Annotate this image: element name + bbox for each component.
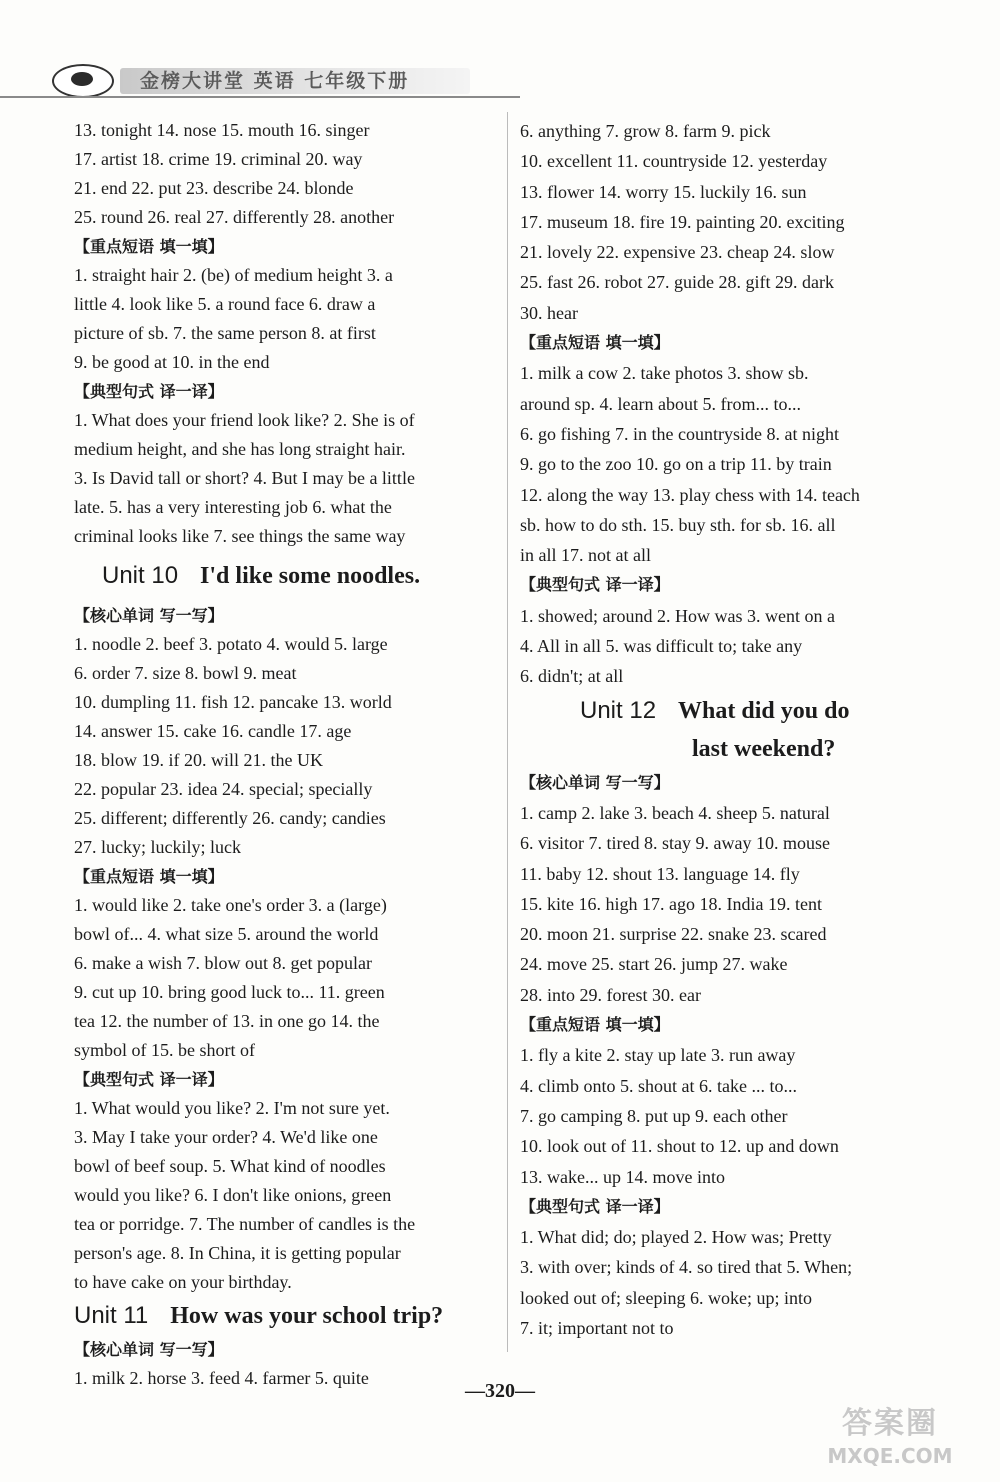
answer-line: 15. kite 16. high 17. ago 18. India 19. tent — [520, 893, 822, 914]
section-heading: 【重点短语 填一填】 — [74, 237, 224, 256]
answer-line: 10. excellent 11. countryside 12. yesterday — [520, 151, 828, 172]
answer-line: 9. be good at 10. in the end — [74, 352, 270, 372]
answer-line: 4. climb onto 5. shout at 6. take ... to... — [520, 1075, 797, 1096]
answer-line: 22. popular 23. idea 24. special; specially — [74, 779, 373, 799]
answer-line: 1. camp 2. lake 3. beach 4. sheep 5. natural — [520, 802, 830, 823]
answer-line: to have cake on your birthday. — [74, 1272, 292, 1292]
answer-line: 11. baby 12. shout 13. language 14. fly — [520, 863, 800, 884]
answer-line: 1. noodle 2. beef 3. potato 4. would 5. large — [74, 634, 388, 654]
watermark-url: MXQE.COM — [827, 1444, 953, 1468]
unit9-phrases — [74, 261, 494, 377]
answer-line: looked out of; sleeping 6. woke; up; into — [520, 1287, 812, 1308]
answer-line: 30. hear — [520, 302, 578, 323]
answer-line: would you like? 6. I don't like onions, green — [74, 1185, 392, 1205]
unit-12-title — [520, 692, 940, 730]
unit11-phrases — [520, 358, 940, 570]
answer-line: person's age. 8. In China, it is getting popular — [74, 1243, 401, 1263]
answer-line: 7. go camping 8. put up 9. each other — [520, 1105, 788, 1126]
unit10-sentences — [74, 1094, 494, 1297]
answer-line: 21. lovely 22. expensive 23. cheap 24. slow — [520, 242, 835, 263]
answer-line: 25. fast 26. robot 27. guide 28. gift 29. dark — [520, 272, 834, 293]
answer-line: 10. look out of 11. shout to 12. up and down — [520, 1136, 839, 1157]
answer-line: 6. visitor 7. tired 8. stay 9. away 10. mouse — [520, 833, 830, 854]
answer-line: 6. didn't; at all — [520, 666, 624, 687]
answer-line: 6. go fishing 7. in the countryside 8. at night — [520, 423, 839, 444]
answer-line: 25. different; differently 26. candy; candies — [74, 808, 386, 828]
answer-line: 13. tonight 14. nose 15. mouth 16. singer — [74, 120, 370, 140]
unit-number: Unit 10 — [102, 562, 179, 589]
answer-line: around sp. 4. learn about 5. from... to... — [520, 393, 801, 414]
unit9-sentences — [74, 406, 494, 551]
answer-line: 7. it; important not to — [520, 1317, 674, 1338]
answer-line: 27. lucky; luckily; luck — [74, 837, 241, 857]
unit9-words — [74, 116, 494, 232]
section-heading: 【核心单词 写一写】 — [520, 772, 670, 792]
answer-line: 25. round 26. real 27. differently 28. another — [74, 207, 395, 227]
answer-line: 24. move 25. start 26. jump 27. wake — [520, 954, 788, 975]
column-divider — [507, 112, 508, 1352]
answer-line: 13. wake... up 14. move into — [520, 1166, 725, 1187]
section-heading: 【重点短语 填一填】 — [74, 867, 224, 886]
section-heading: 【核心单词 写一写】 — [74, 606, 224, 625]
answer-line: 1. What does your friend look like? 2. She is of — [74, 410, 415, 430]
section-heading: 【典型句式 译一译】 — [74, 1070, 224, 1089]
answer-line: 1. What did; do; played 2. How was; Pretty — [520, 1227, 832, 1248]
answer-line: 1. milk 2. horse 3. feed 4. farmer 5. quite — [74, 1368, 369, 1388]
section-heading: 【典型句式 译一译】 — [520, 1196, 670, 1216]
header-rule — [0, 96, 520, 98]
answer-line: 14. answer 15. cake 16. candle 17. age — [74, 721, 352, 741]
answer-line: 13. flower 14. worry 15. luckily 16. sun — [520, 181, 807, 202]
unit-number: Unit 12 — [580, 696, 657, 724]
watermark-text: 答案圈 — [842, 1406, 938, 1441]
answer-line: 1. showed; around 2. How was 3. went on a — [520, 605, 835, 626]
answer-line: little 4. look like 5. a round face 6. draw a — [74, 294, 376, 314]
answer-line: 12. along the way 13. play chess with 14. teach — [520, 484, 860, 505]
answer-line: 17. museum 18. fire 19. painting 20. exciting — [520, 211, 845, 232]
answer-line: bowl of beef soup. 5. What kind of noodles — [74, 1156, 386, 1176]
header-title: 金榜大讲堂 英语 七年级下册 — [140, 70, 410, 92]
answer-line: 1. straight hair 2. (be) of medium height 3. a — [74, 265, 393, 285]
unit10-words — [74, 630, 494, 862]
answer-line: 20. moon 21. surprise 22. snake 23. scared — [520, 924, 827, 945]
answer-line: in all 17. not at all — [520, 545, 651, 566]
answer-line: bowl of... 4. what size 5. around the world — [74, 924, 379, 944]
answer-line: picture of sb. 7. the same person 8. at first — [74, 323, 376, 343]
unit-12-title-line2: last weekend? — [692, 735, 836, 762]
unit12-words — [520, 798, 940, 1010]
answer-line: 6. order 7. size 8. bowl 9. meat — [74, 663, 297, 683]
left-column — [74, 112, 494, 1393]
unit-heading: I'd like some noodles. — [200, 563, 421, 589]
answer-line: 1. What would you like? 2. I'm not sure yet. — [74, 1098, 390, 1118]
answer-line: medium height, and she has long straight hair. — [74, 439, 406, 459]
answer-line: symbol of 15. be short of — [74, 1040, 255, 1060]
answer-line: 18. blow 19. if 20. will 21. the UK — [74, 750, 323, 770]
answer-line: 10. dumpling 11. fish 12. pancake 13. world — [74, 692, 392, 712]
unit-heading: How was your school trip? — [170, 1303, 444, 1329]
answer-line: tea or porridge. 7. The number of candles is the — [74, 1214, 416, 1234]
section-heading: 【重点短语 填一填】 — [520, 1015, 670, 1035]
answer-line: criminal looks like 7. see things the same way — [74, 526, 406, 546]
answer-line: 1. would like 2. take one's order 3. a (large) — [74, 895, 387, 915]
answer-line: 6. make a wish 7. blow out 8. get popular — [74, 953, 372, 973]
unit12-sentences — [520, 1222, 940, 1343]
answer-line: tea 12. the number of 13. in one go 14. the — [74, 1011, 380, 1031]
page-number: —320— — [465, 1380, 535, 1402]
answer-line: 4. All in all 5. was difficult to; take any — [520, 636, 803, 657]
section-heading: 【典型句式 译一译】 — [74, 382, 224, 401]
unit-number: Unit 11 — [74, 1302, 149, 1329]
answer-line: 21. end 22. put 23. describe 24. blonde — [74, 178, 354, 198]
answer-line: late. 5. has a very interesting job 6. what the — [74, 497, 392, 517]
right-column — [520, 112, 940, 1343]
answer-line: 28. into 29. forest 30. ear — [520, 984, 701, 1005]
answer-line: 3. May I take your order? 4. We'd like one — [74, 1127, 378, 1147]
unit10-phrases — [74, 891, 494, 1065]
unit-11-title — [74, 1297, 494, 1335]
section-heading: 【典型句式 译一译】 — [520, 575, 670, 595]
publisher-logo-icon — [52, 64, 114, 98]
answer-line: sb. how to do sth. 15. buy sth. for sb. 16. all — [520, 514, 836, 535]
answer-line: 9. go to the zoo 10. go on a trip 11. by train — [520, 454, 832, 475]
answer-line: 6. anything 7. grow 8. farm 9. pick — [520, 121, 771, 141]
unit-heading: What did you do — [678, 697, 850, 724]
answer-line: 1. fly a kite 2. stay up late 3. run away — [520, 1045, 796, 1066]
answer-line: 9. cut up 10. bring good luck to... 11. green — [74, 982, 385, 1002]
section-heading: 【核心单词 写一写】 — [74, 1340, 224, 1359]
answer-line: 3. with over; kinds of 4. so tired that 5. When; — [520, 1257, 853, 1278]
unit12-phrases — [520, 1040, 940, 1191]
answer-line: 17. artist 18. crime 19. criminal 20. way — [74, 149, 363, 169]
answer-line: 3. Is David tall or short? 4. But I may be a little — [74, 468, 415, 488]
unit-10-title — [74, 551, 494, 601]
section-heading: 【重点短语 填一填】 — [520, 333, 670, 353]
watermark-logo — [800, 1405, 980, 1475]
unit11-sentences — [520, 601, 940, 692]
answer-line: 1. milk a cow 2. take photos 3. show sb. — [520, 363, 809, 384]
unit11-words-cont — [520, 116, 940, 328]
